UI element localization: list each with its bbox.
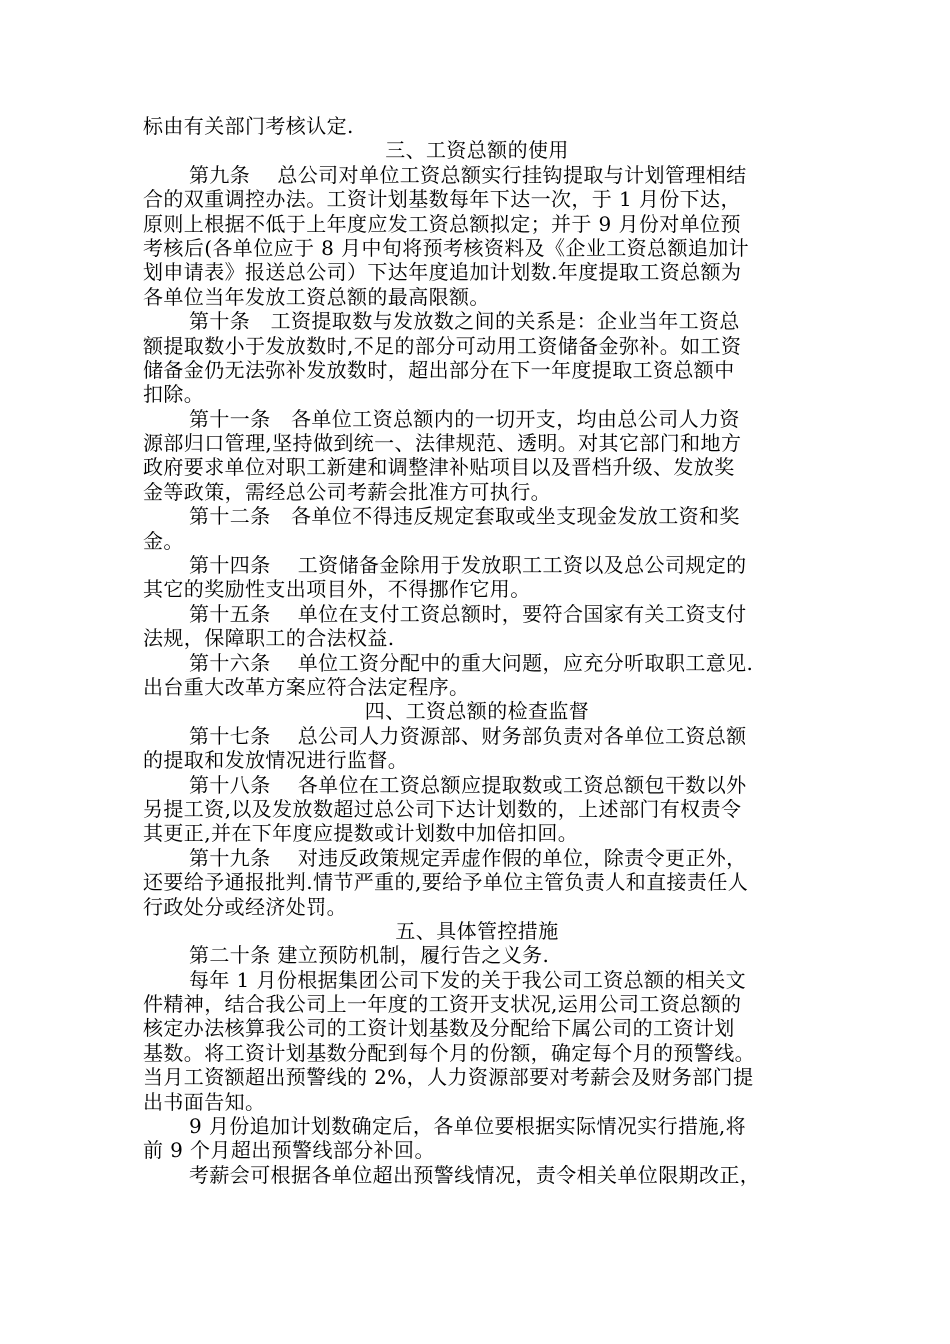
body-text-line: 还要给予通报批判.情节严重的,要给予单位主管负责人和直接责任人 (143, 870, 749, 895)
body-text-line: 第十一条 各单位工资总额内的一切开支，均由总公司人力资 (189, 406, 740, 431)
body-text-line: 另提工资,以及发放数超过总公司下达计划数的，上述部门有权责令 (143, 796, 742, 821)
body-text-line: 基数。将工资计划基数分配到每个月的份额，确定每个月的预警线。 (143, 1040, 755, 1065)
body-text-line: 第十五条 单位在支付工资总额时，要符合国家有关工资支付 (189, 601, 747, 626)
body-text-line: 第十二条 各单位不得违反规定套取或坐支现金发放工资和奖 (189, 504, 740, 529)
body-text-line: 额提取数小于发放数时,不足的部分可动用工资储备金弥补。如工资 (143, 333, 742, 358)
body-text-line: 出台重大改革方案应符合法定程序。 (143, 674, 470, 699)
body-text-line: 前 9 个月超出预警线部分补回。 (143, 1138, 435, 1163)
body-text-line: 金。 (143, 528, 184, 553)
body-text-line: 政府要求单位对职工新建和调整津补贴项目以及晋档升级、发放奖 (143, 455, 735, 480)
body-text-line: 的提取和发放情况进行监督。 (143, 748, 409, 773)
body-text-line: 件精神，结合我公司上一年度的工资开支状况,运用公司工资总额的 (143, 992, 742, 1017)
body-text-line: 法规，保障职工的合法权益. (143, 626, 395, 651)
body-text-line: 第十条 工资提取数与发放数之间的关系是：企业当年工资总 (189, 309, 740, 334)
body-text-line: 划申请表》报送总公司）下达年度追加计划数.年度提取工资总额为 (143, 260, 742, 285)
body-text-line: 源部归口管理,坚持做到统一、法律规范、透明。对其它部门和地方 (143, 431, 742, 456)
body-text-line: 其它的奖励性支出项目外，不得挪作它用。 (143, 577, 531, 602)
body-text-line: 储备金仍无法弥补发放数时，超出部分在下一年度提取工资总额中 (143, 357, 735, 382)
section-heading: 五、具体管控措施 (395, 918, 559, 943)
body-text-line: 出书面告知。 (143, 1089, 266, 1114)
body-text-line: 合的双重调控办法。工资计划基数每年下达一次，于 1 月份下达， (143, 187, 741, 212)
body-text-line: 第十八条 各单位在工资总额应提取数或工资总额包干数以外 (189, 772, 747, 797)
body-text-line: 金等政策，需经总公司考薪会批准方可执行。 (143, 479, 551, 504)
body-text-line: 核定办法核算我公司的工资计划基数及分配给下属公司的工资计划 (143, 1016, 735, 1041)
body-text-line: 当月工资额超出预警线的 2%，人力资源部要对考薪会及财务部门提 (143, 1065, 754, 1090)
body-text-line: 扣除。 (143, 382, 205, 407)
body-text-line: 其更正,并在下年度应提数或计划数中加倍扣回。 (143, 821, 579, 846)
body-text-line: 标由有关部门考核认定. (143, 114, 354, 138)
body-text-line: 第十七条 总公司人力资源部、财务部负责对各单位工资总额 (189, 723, 747, 748)
body-text-line: 考薪会可根据各单位超出预警线情况，责令相关单位限期改正， (189, 1162, 761, 1187)
body-text-line: 第十四条 工资储备金除用于发放职工工资以及总公司规定的 (189, 553, 747, 578)
body-text-line: 第二十条 建立预防机制，履行告之义务. (189, 943, 550, 968)
body-text-line: 9 月份追加计划数确定后，各单位要根据实际情况实行措施,将 (189, 1114, 747, 1139)
body-text-line: 行政处分或经济处罚。 (143, 894, 347, 919)
body-text-line: 各单位当年发放工资总额的最高限额。 (143, 284, 490, 309)
body-text-line: 第九条 总公司对单位工资总额实行挂钩提取与计划管理相结 (189, 162, 747, 187)
body-text-line: 考核后(各单位应于 8 月中旬将预考核资料及《企业工资总额追加计 (143, 235, 750, 260)
section-heading: 四、工资总额的检查监督 (364, 699, 590, 724)
body-text-line: 原则上根据不低于上年度应发工资总额拟定；并于 9 月份对单位预 (143, 211, 741, 236)
section-heading: 三、工资总额的使用 (385, 138, 569, 163)
body-text-line: 第十九条 对违反政策规定弄虚作假的单位，除责令更正外， (189, 845, 747, 870)
body-text-line: 每年 1 月份根据集团公司下发的关于我公司工资总额的相关文 (189, 967, 747, 992)
document-page (143, 114, 811, 1187)
body-text-line: 第十六条 单位工资分配中的重大问题，应充分听取职工意见. (189, 650, 754, 675)
